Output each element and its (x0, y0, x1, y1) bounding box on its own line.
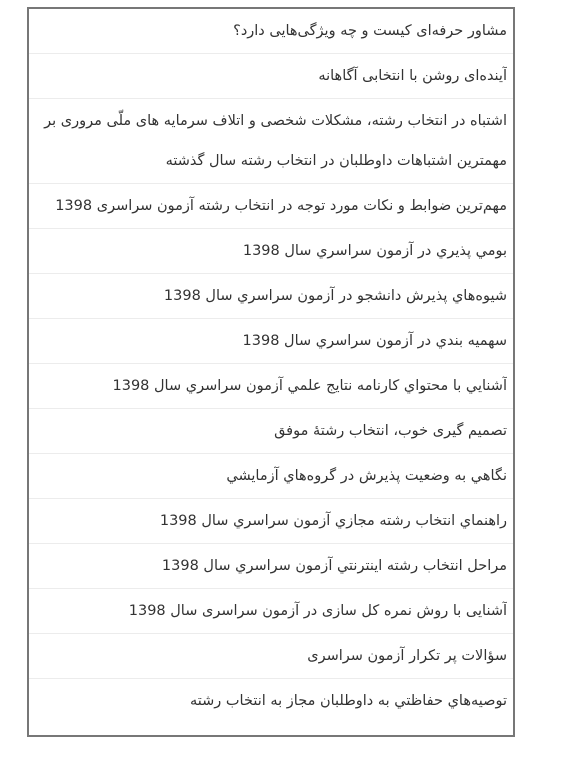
article-link[interactable]: سهميه بندي در آزمون سراسري سال 1398 (242, 333, 507, 349)
article-list (29, 9, 513, 723)
article-link[interactable]: نگاهي به وضعيت پذيرش در گروه‌هاي آزمايشي (226, 468, 507, 484)
list-item (29, 634, 513, 679)
article-link[interactable]: اشتباه در انتخاب رشته، مشکلات شخصی و اتلاف سرمایه های ملّی مروری بر مهمترین اشتباهات داوطلبان در انتخاب رشته سال گذشته (44, 113, 507, 169)
list-item (29, 184, 513, 229)
list-item (29, 409, 513, 454)
article-link[interactable]: آینده‌ای روشن با انتخابی آگاهانه (318, 68, 507, 84)
article-link[interactable]: مشاور حرفه‌ای کیست و چه ویژگی‌هایی دارد؟ (233, 23, 507, 39)
list-item (29, 679, 513, 723)
article-link[interactable]: آشنايي با محتواي كارنامه نتايج علمي آزمون سراسري سال 1398 (112, 378, 507, 394)
article-link[interactable]: راهنماي انتخاب رشته مجازي آزمون سراسري سال 1398 (159, 513, 507, 529)
list-item (29, 54, 513, 99)
article-link[interactable]: تصمیم گیری خوب، انتخاب رشتۀ موفق (274, 423, 507, 439)
article-link[interactable]: شيوه‌هاي پذيرش دانشجو در آزمون سراسري سال 1398 (163, 288, 507, 304)
article-link[interactable]: مهم‌ترین ضوابط و نکات مورد توجه در انتخاب رشته آزمون سراسری 1398 (55, 198, 507, 214)
article-link[interactable]: سؤالات پر تکرار آزمون سراسری (307, 648, 507, 664)
list-item (29, 9, 513, 54)
article-link[interactable]: توصيه‌هاي حفاظتي به داوطلبان مجاز به انتخاب رشته (190, 693, 507, 709)
list-item (29, 544, 513, 589)
list-item (29, 589, 513, 634)
list-item (29, 274, 513, 319)
article-link[interactable]: بومي پذيري در آزمون سراسري سال 1398 (242, 243, 507, 259)
list-item (29, 454, 513, 499)
list-item (29, 229, 513, 274)
list-item (29, 364, 513, 409)
list-item (29, 319, 513, 364)
article-link[interactable]: مراحل انتخاب رشته اينترنتي آزمون سراسري سال 1398 (161, 558, 507, 574)
list-item (29, 499, 513, 544)
article-link[interactable]: آشنایی با روش نمره کل سازی در آزمون سراسری سال 1398 (128, 603, 507, 619)
list-item (29, 99, 513, 184)
articles-panel (27, 7, 515, 737)
